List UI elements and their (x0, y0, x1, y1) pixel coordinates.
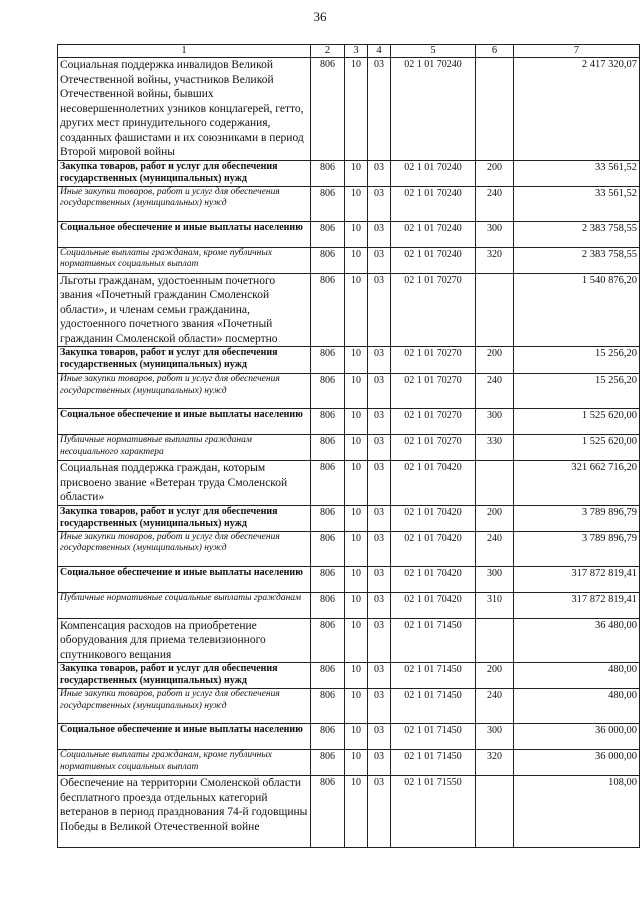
table-row (58, 221, 640, 247)
row-expense-type: 240 (476, 186, 514, 221)
row-ministry-code: 806 (311, 58, 345, 161)
row-amount: 317 872 819,41 (514, 592, 640, 618)
row-target-article: 02 1 01 70240 (391, 247, 476, 273)
row-section-code: 10 (345, 689, 368, 724)
row-amount: 15 256,20 (514, 347, 640, 374)
row-name: Социальное обеспечение и иные выплаты населению (58, 221, 311, 247)
table-row (58, 776, 640, 848)
table-row (58, 618, 640, 663)
row-amount: 36 000,00 (514, 750, 640, 776)
row-name: Социальное обеспечение и иные выплаты населению (58, 409, 311, 435)
row-subsection-code: 03 (368, 186, 391, 221)
row-subsection-code: 03 (368, 221, 391, 247)
row-target-article: 02 1 01 70270 (391, 409, 476, 435)
row-target-article: 02 1 01 70420 (391, 592, 476, 618)
row-subsection-code: 03 (368, 724, 391, 750)
table-row (58, 689, 640, 724)
row-name: Социальные выплаты гражданам, кроме публичных нормативных социальных выплат (58, 750, 311, 776)
row-subsection-code: 03 (368, 58, 391, 161)
table-row (58, 750, 640, 776)
row-name: Социальное обеспечение и иные выплаты населению (58, 566, 311, 592)
row-amount: 3 789 896,79 (514, 505, 640, 531)
row-name: Социальные выплаты гражданам, кроме публичных нормативных социальных выплат (58, 247, 311, 273)
row-target-article: 02 1 01 71450 (391, 618, 476, 663)
row-expense-type: 330 (476, 435, 514, 461)
header-col-4: 4 (368, 45, 391, 58)
row-ministry-code: 806 (311, 750, 345, 776)
row-name: Закупка товаров, работ и услуг для обеспечения государственных (муниципальных) нужд (58, 505, 311, 531)
table-row (58, 247, 640, 273)
budget-table (57, 44, 640, 848)
row-name: Обеспечение на территории Смоленской области бесплатного проезда отдельных категорий ветеранов в период празднования 74-й годовщины Победы в Великой Отечественной войне (58, 776, 311, 848)
row-ministry-code: 806 (311, 160, 345, 186)
row-subsection-code: 03 (368, 409, 391, 435)
row-section-code: 10 (345, 347, 368, 374)
row-expense-type (476, 273, 514, 347)
row-target-article: 02 1 01 71550 (391, 776, 476, 848)
row-ministry-code: 806 (311, 592, 345, 618)
row-subsection-code: 03 (368, 273, 391, 347)
row-section-code: 10 (345, 160, 368, 186)
row-subsection-code: 03 (368, 750, 391, 776)
table-row (58, 663, 640, 689)
row-expense-type (476, 461, 514, 506)
row-name: Иные закупки товаров, работ и услуг для обеспечения государственных (муниципальных) нужд (58, 374, 311, 409)
page-number: 36 (313, 9, 327, 24)
row-section-code: 10 (345, 663, 368, 689)
row-subsection-code: 03 (368, 592, 391, 618)
row-amount: 33 561,52 (514, 160, 640, 186)
header-row (58, 45, 640, 58)
row-expense-type (476, 618, 514, 663)
row-section-code: 10 (345, 505, 368, 531)
row-target-article: 02 1 01 70420 (391, 461, 476, 506)
header-col-6: 6 (476, 45, 514, 58)
row-target-article: 02 1 01 70240 (391, 221, 476, 247)
row-subsection-code: 03 (368, 689, 391, 724)
row-ministry-code: 806 (311, 689, 345, 724)
row-subsection-code: 03 (368, 461, 391, 506)
row-expense-type: 200 (476, 347, 514, 374)
row-name: Социальная поддержка инвалидов Великой Отечественной войны, участников Великой Отечественной войны, бывших несовершеннолетних узников концлагерей, гетто, других мест принудительного содержания, созданных фашистами и их союзниками в период Второй мировой войны (58, 58, 311, 161)
row-expense-type: 200 (476, 505, 514, 531)
row-ministry-code: 806 (311, 409, 345, 435)
row-amount: 33 561,52 (514, 186, 640, 221)
row-section-code: 10 (345, 435, 368, 461)
table-row (58, 531, 640, 566)
row-expense-type: 240 (476, 689, 514, 724)
row-amount: 1 540 876,20 (514, 273, 640, 347)
row-ministry-code: 806 (311, 247, 345, 273)
row-ministry-code: 806 (311, 663, 345, 689)
table-row (58, 724, 640, 750)
row-section-code: 10 (345, 374, 368, 409)
table-row (58, 435, 640, 461)
row-ministry-code: 806 (311, 273, 345, 347)
row-ministry-code: 806 (311, 505, 345, 531)
row-section-code: 10 (345, 531, 368, 566)
row-amount: 480,00 (514, 663, 640, 689)
row-target-article: 02 1 01 70270 (391, 435, 476, 461)
table-row (58, 461, 640, 506)
row-section-code: 10 (345, 592, 368, 618)
row-target-article: 02 1 01 70270 (391, 273, 476, 347)
row-target-article: 02 1 01 71450 (391, 689, 476, 724)
row-amount: 2 383 758,55 (514, 247, 640, 273)
row-ministry-code: 806 (311, 724, 345, 750)
row-ministry-code: 806 (311, 776, 345, 848)
row-ministry-code: 806 (311, 531, 345, 566)
row-expense-type: 320 (476, 750, 514, 776)
row-amount: 480,00 (514, 689, 640, 724)
row-target-article: 02 1 01 71450 (391, 663, 476, 689)
row-name: Закупка товаров, работ и услуг для обеспечения государственных (муниципальных) нужд (58, 160, 311, 186)
row-target-article: 02 1 01 70270 (391, 374, 476, 409)
table-row (58, 58, 640, 161)
table-body (58, 58, 640, 848)
row-section-code: 10 (345, 186, 368, 221)
row-expense-type (476, 776, 514, 848)
table-row (58, 505, 640, 531)
header-col-2: 2 (311, 45, 345, 58)
row-target-article: 02 1 01 70420 (391, 505, 476, 531)
table-row (58, 186, 640, 221)
row-expense-type: 200 (476, 663, 514, 689)
row-target-article: 02 1 01 70240 (391, 186, 476, 221)
row-section-code: 10 (345, 776, 368, 848)
row-subsection-code: 03 (368, 347, 391, 374)
row-amount: 2 383 758,55 (514, 221, 640, 247)
row-subsection-code: 03 (368, 618, 391, 663)
row-target-article: 02 1 01 70240 (391, 58, 476, 161)
row-amount: 2 417 320,07 (514, 58, 640, 161)
row-amount: 36 000,00 (514, 724, 640, 750)
header-col-3: 3 (345, 45, 368, 58)
row-name: Публичные нормативные выплаты гражданам несоциального характера (58, 435, 311, 461)
row-amount: 321 662 716,20 (514, 461, 640, 506)
row-section-code: 10 (345, 58, 368, 161)
table-row (58, 347, 640, 374)
row-section-code: 10 (345, 750, 368, 776)
row-amount: 1 525 620,00 (514, 409, 640, 435)
row-ministry-code: 806 (311, 221, 345, 247)
row-name: Закупка товаров, работ и услуг для обеспечения государственных (муниципальных) нужд (58, 347, 311, 374)
row-subsection-code: 03 (368, 776, 391, 848)
row-expense-type: 300 (476, 409, 514, 435)
header-col-1: 1 (58, 45, 311, 58)
row-target-article: 02 1 01 70420 (391, 566, 476, 592)
table-row (58, 566, 640, 592)
table-row (58, 592, 640, 618)
table-row (58, 160, 640, 186)
row-amount: 317 872 819,41 (514, 566, 640, 592)
row-name: Иные закупки товаров, работ и услуг для обеспечения государственных (муниципальных) нужд (58, 531, 311, 566)
row-expense-type: 310 (476, 592, 514, 618)
row-subsection-code: 03 (368, 435, 391, 461)
row-amount: 15 256,20 (514, 374, 640, 409)
row-amount: 1 525 620,00 (514, 435, 640, 461)
row-ministry-code: 806 (311, 347, 345, 374)
table-row (58, 409, 640, 435)
row-name: Закупка товаров, работ и услуг для обеспечения государственных (муниципальных) нужд (58, 663, 311, 689)
row-subsection-code: 03 (368, 247, 391, 273)
row-name: Иные закупки товаров, работ и услуг для обеспечения государственных (муниципальных) нужд (58, 689, 311, 724)
row-target-article: 02 1 01 70240 (391, 160, 476, 186)
row-expense-type: 320 (476, 247, 514, 273)
row-ministry-code: 806 (311, 186, 345, 221)
row-subsection-code: 03 (368, 663, 391, 689)
row-target-article: 02 1 01 71450 (391, 750, 476, 776)
row-ministry-code: 806 (311, 618, 345, 663)
row-subsection-code: 03 (368, 374, 391, 409)
row-section-code: 10 (345, 409, 368, 435)
table-row (58, 273, 640, 347)
row-name: Компенсация расходов на приобретение оборудования для приема телевизионного спутникового вещания (58, 618, 311, 663)
row-expense-type: 300 (476, 221, 514, 247)
row-section-code: 10 (345, 618, 368, 663)
row-target-article: 02 1 01 71450 (391, 724, 476, 750)
row-ministry-code: 806 (311, 374, 345, 409)
row-target-article: 02 1 01 70420 (391, 531, 476, 566)
row-name: Публичные нормативные социальные выплаты гражданам (58, 592, 311, 618)
row-amount: 36 480,00 (514, 618, 640, 663)
row-ministry-code: 806 (311, 435, 345, 461)
row-subsection-code: 03 (368, 160, 391, 186)
row-expense-type: 240 (476, 374, 514, 409)
row-expense-type: 200 (476, 160, 514, 186)
row-ministry-code: 806 (311, 461, 345, 506)
row-expense-type: 240 (476, 531, 514, 566)
row-section-code: 10 (345, 461, 368, 506)
row-subsection-code: 03 (368, 505, 391, 531)
row-expense-type (476, 58, 514, 161)
row-subsection-code: 03 (368, 566, 391, 592)
row-ministry-code: 806 (311, 566, 345, 592)
row-section-code: 10 (345, 273, 368, 347)
table-row (58, 374, 640, 409)
row-section-code: 10 (345, 724, 368, 750)
row-amount: 108,00 (514, 776, 640, 848)
row-name: Льготы гражданам, удостоенным почетного звания «Почетный гражданин Смоленской области», и членам семьи гражданина, удостоенного почетного звания «Почетный гражданин Смоленской области» посмертно (58, 273, 311, 347)
row-expense-type: 300 (476, 724, 514, 750)
row-name: Иные закупки товаров, работ и услуг для обеспечения государственных (муниципальных) нужд (58, 186, 311, 221)
row-section-code: 10 (345, 566, 368, 592)
row-section-code: 10 (345, 247, 368, 273)
row-name: Социальная поддержка граждан, которым присвоено звание «Ветеран труда Смоленской области» (58, 461, 311, 506)
row-section-code: 10 (345, 221, 368, 247)
header-col-5: 5 (391, 45, 476, 58)
row-amount: 3 789 896,79 (514, 531, 640, 566)
row-name: Социальное обеспечение и иные выплаты населению (58, 724, 311, 750)
row-subsection-code: 03 (368, 531, 391, 566)
header-col-7: 7 (514, 45, 640, 58)
row-expense-type: 300 (476, 566, 514, 592)
row-target-article: 02 1 01 70270 (391, 347, 476, 374)
